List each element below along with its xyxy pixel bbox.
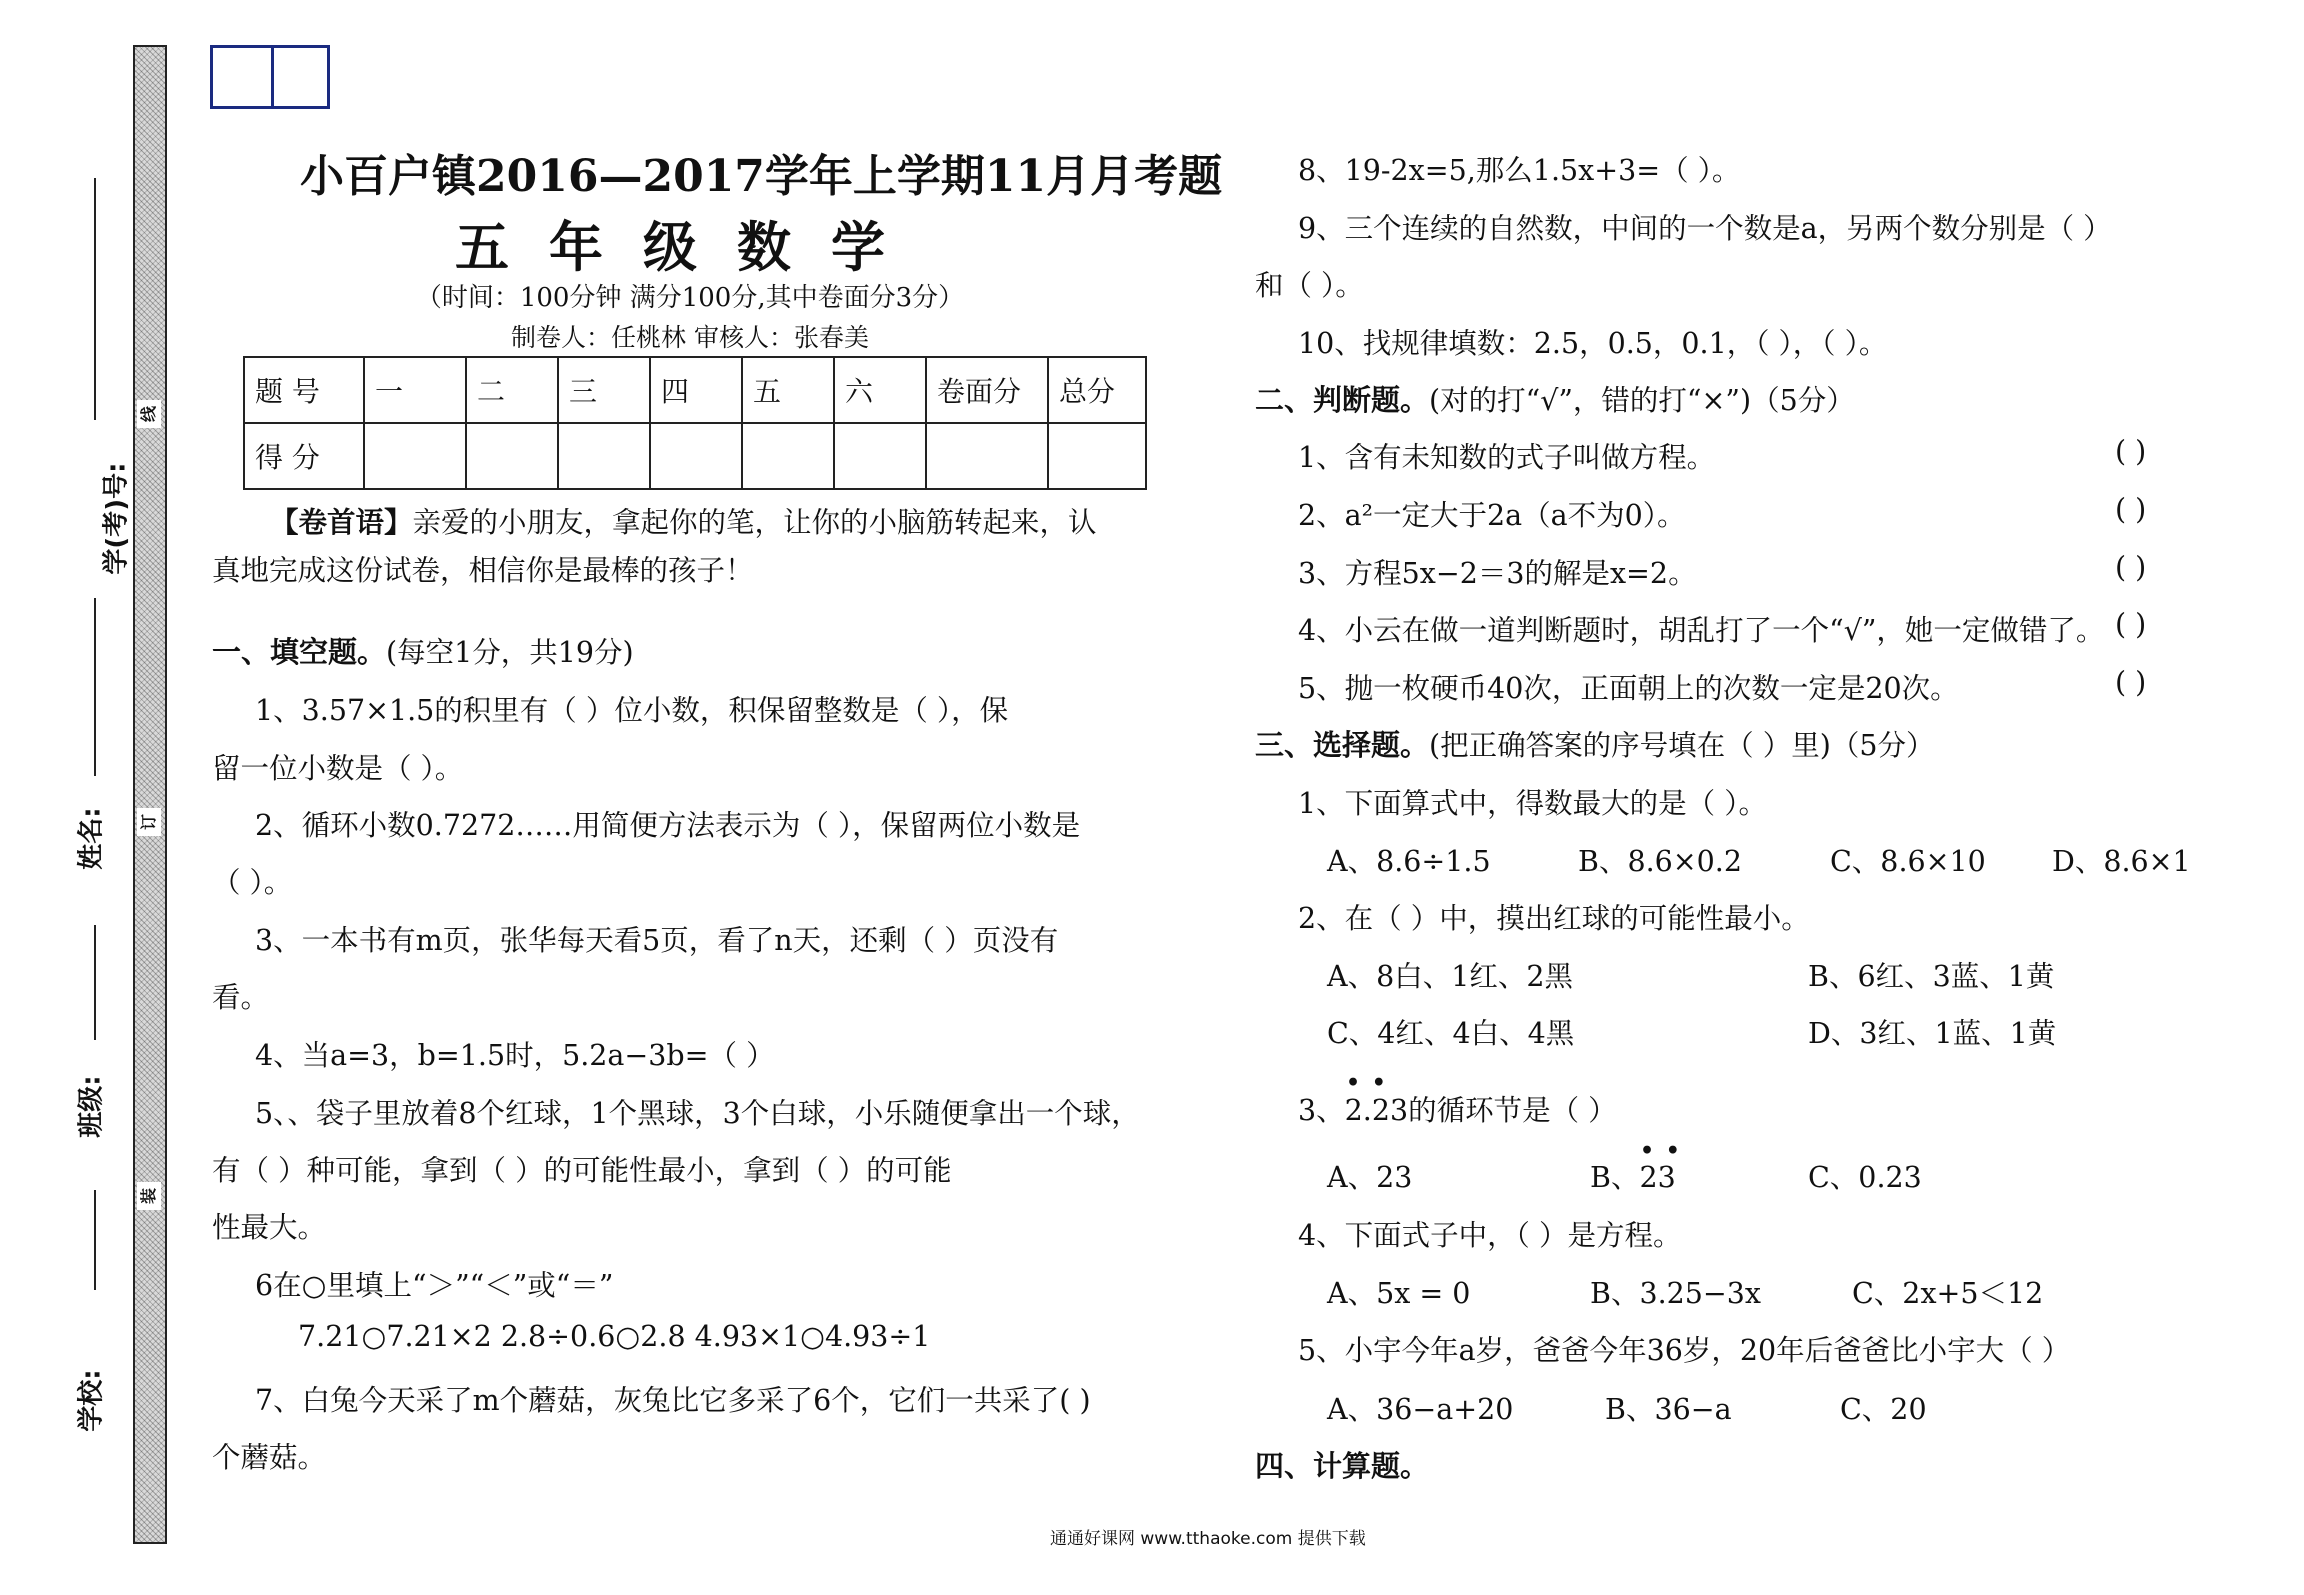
score-header-cell: 五	[742, 357, 834, 423]
choice-option: A、5x = 0	[1327, 1277, 1471, 1310]
score-cell[interactable]	[926, 423, 1048, 489]
question-line: 9、三个连续的自然数，中间的一个数是a，另两个数分别是（ ）	[1298, 212, 2112, 245]
section-1-heading: 一、填空题。(每空1分，共19分)	[212, 635, 634, 669]
score-cell[interactable]	[364, 423, 466, 489]
question-line: 有（ ）种可能，拿到（ ）的可能性最小，拿到（ ）的可能	[212, 1154, 952, 1187]
choice-option: C、20	[1840, 1393, 1927, 1426]
question-line: 3、一本书有m页，张华每天看5页，看了n天，还剩（ ）页没有	[255, 924, 1059, 957]
judge-item: 4、小云在做一道判断题时，胡乱打了一个“√”，她一定做错了。	[1298, 614, 2105, 647]
judge-item: 1、含有未知数的式子叫做方程。	[1298, 441, 1716, 474]
choice-question: 4、下面式子中，（ ）是方程。	[1298, 1219, 1682, 1252]
question-line: 1、3.57×1.5的积里有（ ）位小数，积保留整数是（ ），保	[255, 694, 1009, 727]
choice-option: C、8.6×10	[1830, 845, 1986, 878]
preface-line-2: 真地完成这份试卷，相信你是最棒的孩子！	[212, 554, 754, 587]
binding-char-line: 线	[137, 400, 161, 428]
score-row-label: 得 分	[244, 423, 364, 489]
makers-info: 制卷人：任桃林 审核人：张春美	[511, 323, 869, 352]
score-cell[interactable]	[834, 423, 926, 489]
label-school: 学校:	[76, 1369, 107, 1432]
question-line: （ ）。	[212, 866, 293, 899]
choice-option: C、0.23	[1808, 1161, 1922, 1194]
repeat-dots: • •	[1640, 1138, 1682, 1164]
label-class: 班级:	[76, 1075, 107, 1138]
choice-option: A、36−a+20	[1327, 1393, 1514, 1426]
score-cell[interactable]	[466, 423, 558, 489]
question-line: 8、19-2x=5,那么1.5x+3=（ ）。	[1298, 154, 1741, 187]
question-line: 留一位小数是（ ）。	[212, 752, 464, 785]
question-line: 2、循环小数0.7272……用简便方法表示为（ ），保留两位小数是	[255, 809, 1081, 842]
choice-option: A、8.6÷1.5	[1327, 845, 1491, 878]
choice-option: B、8.6×0.2	[1578, 845, 1742, 878]
repeat-dots: • •	[1346, 1070, 1388, 1096]
judge-paren[interactable]: ( )	[2115, 493, 2147, 526]
time-info: （时间：100分钟 满分100分,其中卷面分3分）	[415, 283, 965, 313]
section-4-heading: 四、计算题。	[1255, 1449, 1430, 1483]
question-line: 看。	[212, 981, 270, 1014]
choice-option: B、3.25−3x	[1590, 1277, 1761, 1310]
choice-option: A、23	[1327, 1161, 1413, 1194]
question-line: 个蘑菇。	[212, 1441, 327, 1474]
judge-paren[interactable]: ( )	[2115, 608, 2147, 641]
section-3-heading: 三、选择题。(把正确答案的序号填在（ ）里)（5分）	[1255, 728, 1935, 762]
choice-option: B、6红、3蓝、1黄	[1808, 960, 2055, 993]
choice-option: C、2x+5＜12	[1852, 1277, 2044, 1310]
judge-paren[interactable]: ( )	[2115, 666, 2147, 699]
score-table	[243, 356, 1147, 490]
choice-option: C、4红、4白、4黑	[1327, 1017, 1575, 1050]
question-line: 性最大。	[212, 1211, 327, 1244]
question-line: 5、、袋子里放着8个红球，1个黑球，3个白球，小乐随便拿出一个球，	[255, 1097, 1140, 1130]
blank-line-id[interactable]	[94, 178, 96, 420]
judge-item: 5、抛一枚硬币40次，正面朝上的次数一定是20次。	[1298, 672, 1959, 705]
label-student-id: 学(考)号:	[101, 462, 132, 575]
score-header-cell: 四	[650, 357, 742, 423]
score-cell[interactable]	[650, 423, 742, 489]
score-header-cell: 题 号	[244, 357, 364, 423]
choice-option: A、8白、1红、2黑	[1327, 960, 1573, 993]
score-header-cell: 六	[834, 357, 926, 423]
preface-line-1: 【卷首语】亲爱的小朋友，拿起你的笔，让你的小脑筋转起来，认	[270, 505, 1097, 539]
grade-box	[210, 45, 330, 109]
score-header-cell: 总分	[1048, 357, 1146, 423]
question-line: 6在○里填上“＞”“＜”或“＝”	[255, 1269, 614, 1302]
subject-title: 五年级数学	[455, 215, 925, 279]
label-name: 姓名:	[76, 807, 107, 870]
score-header-cell: 卷面分	[926, 357, 1048, 423]
judge-item: 2、a²一定大于2a（a不为0）。	[1298, 499, 1686, 532]
judge-item: 3、方程5x−2＝3的解是x=2。	[1298, 557, 1697, 590]
question-line: 7、白兔今天采了m个蘑菇，灰兔比它多采了6个，它们一共采了( )	[255, 1384, 1091, 1417]
score-cell[interactable]	[742, 423, 834, 489]
question-line: 4、当a=3，b=1.5时，5.2a−3b=（ ）	[255, 1039, 775, 1072]
choice-option: B、23	[1590, 1161, 1676, 1194]
binding-strip	[133, 45, 167, 1544]
choice-question: 1、下面算式中，得数最大的是（ ）。	[1298, 787, 1767, 820]
choice-option: D、8.6×1	[2052, 845, 2191, 878]
score-cell[interactable]	[558, 423, 650, 489]
score-header-cell: 三	[558, 357, 650, 423]
compare-row: 7.21○7.21×2 2.8÷0.6○2.8 4.93×1○4.93÷1	[298, 1320, 931, 1353]
score-header-cell: 一	[364, 357, 466, 423]
choice-question: 5、小宇今年a岁，爸爸今年36岁，20年后爸爸比小宇大（ ）	[1298, 1334, 2071, 1367]
exam-title: 小百户镇2016—2017学年上学期11月月考题	[300, 151, 1223, 202]
binding-char-staple: 订	[137, 808, 161, 836]
judge-paren[interactable]: ( )	[2115, 551, 2147, 584]
judge-paren[interactable]: ( )	[2115, 435, 2147, 468]
section-2-heading: 二、判断题。(对的打“√”，错的打“×”)（5分）	[1255, 383, 1855, 417]
question-line: 10、找规律填数：2.5，0.5，0.1，（ ），（ ）。	[1298, 327, 1888, 360]
choice-question: 3、2.23的循环节是（ ）	[1298, 1094, 1617, 1127]
binding-char-bind: 装	[137, 1182, 161, 1210]
score-cell[interactable]	[1048, 423, 1146, 489]
score-header-cell: 二	[466, 357, 558, 423]
blank-line-name[interactable]	[94, 598, 96, 776]
choice-option: D、3红、1蓝、1黄	[1808, 1017, 2057, 1050]
blank-line-class[interactable]	[94, 925, 96, 1040]
blank-line-school[interactable]	[94, 1190, 96, 1290]
choice-option: B、36−a	[1605, 1393, 1732, 1426]
question-line: 和（ ）。	[1255, 269, 1364, 302]
choice-question: 2、在（ ）中，摸出红球的可能性最小。	[1298, 902, 1810, 935]
footer-text: 通通好课网 www.tthaoke.com 提供下载	[1050, 1529, 1366, 1549]
